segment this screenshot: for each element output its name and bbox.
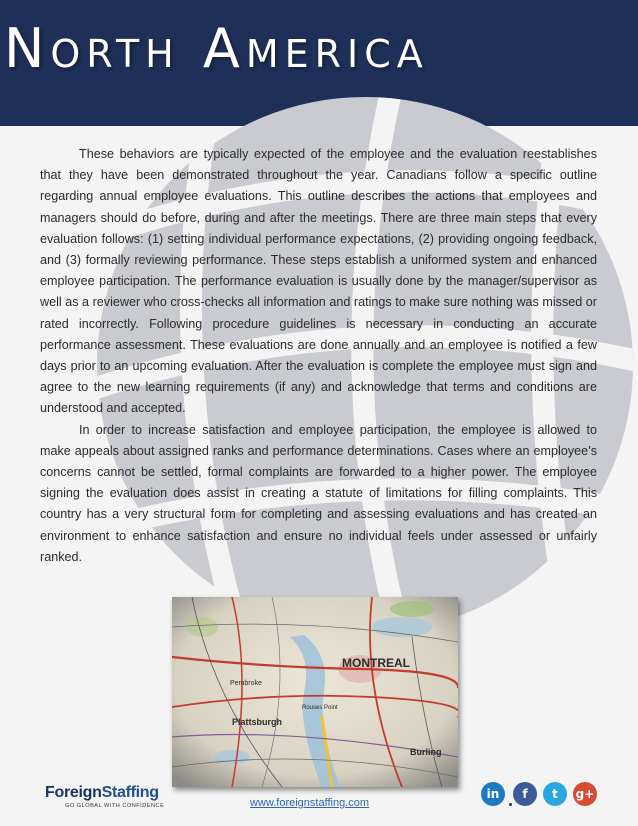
map-label-burling: Burling: [410, 747, 442, 757]
googleplus-icon[interactable]: g+: [573, 782, 597, 806]
logo-tagline: GO GLOBAL WITH CONFIDENCE: [65, 803, 165, 809]
twitter-icon[interactable]: t: [543, 782, 567, 806]
map-label-montreal: MONTREAL: [342, 656, 410, 670]
map-label-rouses-point: Rouses Point: [302, 705, 338, 711]
map-label-plattsburgh: Plattsburgh: [232, 717, 283, 727]
website-link[interactable]: www.foreignstaffing.com: [250, 797, 370, 809]
linkedin-icon[interactable]: in: [481, 782, 505, 806]
logo-wordmark: [45, 784, 159, 802]
logo-word-staffing: Staffing: [101, 784, 159, 801]
map-label-pembroke: Pembroke: [230, 680, 262, 687]
foreignstaffing-logo[interactable]: [45, 784, 205, 816]
article-body: [40, 144, 597, 568]
page-title: North America: [4, 17, 429, 80]
separator-dot: [509, 803, 512, 806]
map-photo: [172, 597, 458, 787]
facebook-icon[interactable]: f: [513, 782, 537, 806]
body-paragraph-2: In order to increase satisfaction and employee participation, the employee is allowed to make appeals about assigned ranks and performance determinations. Cases where an employee’s concerns cannot be settled, formal complaints are forwarded to a higher power. The employee signing the evaluation does assist in creating a statute of limitations for filling complaints. This country has a very structural form for completing and assessing evaluations and has created an environment to enhance satisfaction and ensure no individual feels under assessed or unfairly ranked.: [40, 422, 597, 564]
body-paragraph-1: These behaviors are typically expected of the employee and the evaluation reestablishes that they have been demonstrated throughout the year. Canadians follow a specific outline regarding annual employee evaluations. This outline describes the actions that employees and managers should do before, during and after the meetings. There are three main steps that every evaluation follows: (1) setting individual performance expectations, (2) providing ongoing feedback, and (3) formally reviewing performance. These steps establish a uniformed system and enhanced employee participation. The performance evaluation is usually done by the manager/supervisor as well as a reviewer who cross-checks all information and ratings to make sure nothing was missed or rated incorrectly. Following procedure guidelines is necessary in conducting an accurate performance assessment. These evaluations are done annually and an employee is notified a few days prior to an upcoming evaluation. After the evaluation is complete the employee must sign and agree to the new learning requirements (if any) and acknowledge that terms and conditions are understood and accepted.: [40, 147, 597, 416]
logo-word-foreign: Foreign: [45, 784, 102, 801]
